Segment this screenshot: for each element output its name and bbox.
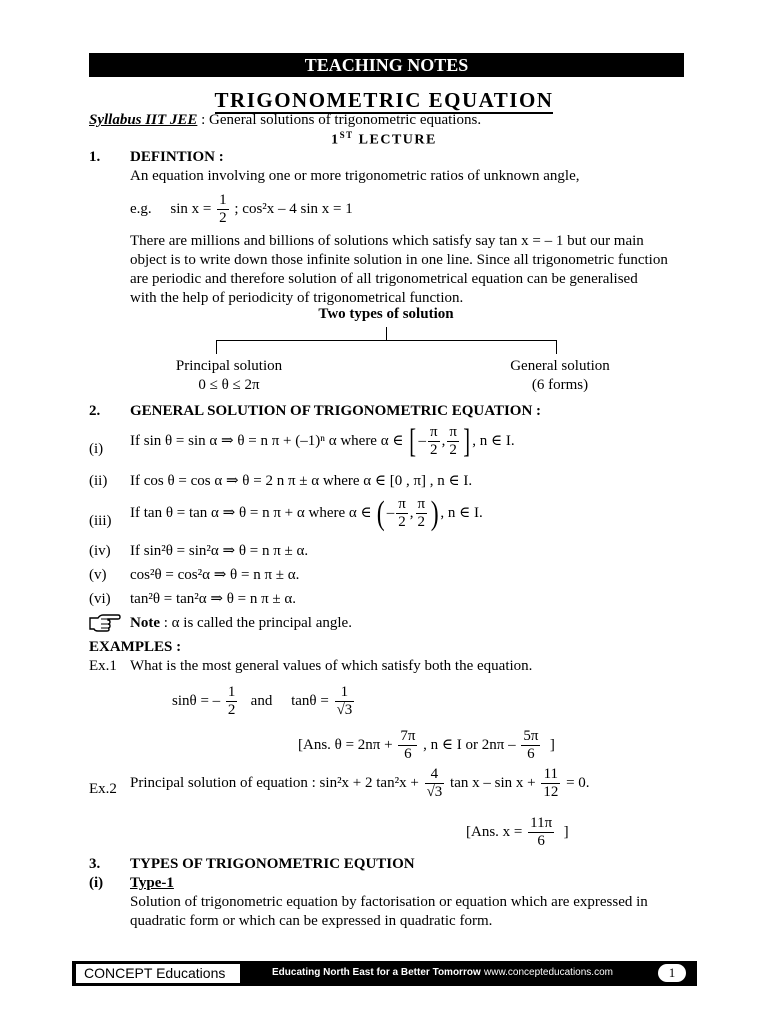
footer-tagline: Educating North East for a Better Tomorrow (272, 967, 481, 978)
page-number: 1 (658, 964, 686, 982)
section-3-heading: TYPES OF TRIGONOMETRIC EQUTION (130, 856, 415, 872)
section-2-number: 2. (89, 403, 101, 419)
definition-paragraph: There are millions and billions of solutions which satisfy say tan x = – 1 but our main object is to write down those infinite solution in one line. Since all trigonometric function are periodic and therefore solution of all trigonometrical equation can be generalised with the help of periodicity of trigonometrical function. (130, 233, 668, 306)
tree-connector-center (386, 327, 387, 340)
tree-title: Two types of solution (318, 306, 454, 322)
case-iii-formula: If tan θ = tan α ⇒ θ = n π + α where α ∈ ( – $\frac{\pi}{2}$ , $\frac{\pi}{2}$ ) , n ∈ I. (130, 494, 483, 532)
type-1-heading: Type-1 (130, 875, 174, 891)
case-iv-label: (iv) (89, 543, 111, 559)
example-equation: e.g. sin x = $\frac{1}{2}$ ; cos²x – 4 sin x = 1 (130, 192, 353, 226)
definition-intro: An equation involving one or more trigonometric ratios of unknown angle, (130, 168, 580, 184)
tree-connector-left (216, 340, 217, 354)
ex2-label: Ex.2 (89, 781, 117, 797)
section-1-heading: DEFINTION : (130, 149, 224, 165)
principal-solution: Principal solution 0 ≤ θ ≤ 2π (175, 358, 283, 393)
note-line: Note : α is called the principal angle. (130, 615, 352, 631)
ex2-question: Principal solution of equation : sin²x + 2 tan²x + $\frac{4}{√3}$ tan x – sin x + $\frac{11}{12}$ = 0. (130, 766, 590, 800)
ex1-label: Ex.1 (89, 658, 117, 674)
case-iii-label: (iii) (89, 513, 112, 529)
case-v-label: (v) (89, 567, 107, 583)
pointing-hand-icon (89, 612, 121, 632)
section-2-heading: GENERAL SOLUTION OF TRIGONOMETRIC EQUATION : (130, 403, 542, 419)
syllabus-line (89, 111, 481, 130)
type-1-paragraph: Solution of trigonometric equation by factorisation or equation which are expressed in quadratic form or which can be expressed in quadratic form. (130, 894, 648, 929)
case-v-formula: cos²θ = cos²α ⇒ θ = n π ± α. (130, 567, 300, 583)
fraction-one-half: $\frac{1}{2}$ (219, 192, 227, 226)
general-solution: General solution (6 forms) (510, 358, 610, 393)
ex1-question: What is the most general values of which satisfy both the equation. (130, 658, 533, 674)
section-1-number: 1. (89, 149, 101, 165)
syllabus-label: Syllabus IIT JEE (89, 112, 198, 128)
case-iv-formula: If sin²θ = sin²α ⇒ θ = n π ± α. (130, 543, 309, 559)
case-vi-formula: tan²θ = tan²α ⇒ θ = n π ± α. (130, 591, 297, 607)
lecture-heading: 1ST LECTURE (331, 130, 437, 148)
ex1-equations: sinθ = – $\frac{1}{2}$ and tanθ = $\frac{1}{√3}$ (172, 684, 353, 718)
case-ii-formula: If cos θ = cos α ⇒ θ = 2 n π ± α where α ∈ [0 , π] , n ∈ I. (130, 473, 473, 489)
ex2-answer: [Ans. x = $\frac{11\pi}{6}$ ] (466, 815, 569, 849)
footer-url: www.concepteducations.com (484, 967, 613, 978)
case-ii-label: (ii) (89, 473, 108, 489)
tree-connector-right (556, 340, 557, 354)
ex1-answer: [Ans. θ = 2nπ + $\frac{7\pi}{6}$ , n ∈ I or 2nπ – $\frac{5\pi}{6}$ ] (298, 728, 555, 762)
case-i-formula: If sin θ = sin α ⇒ θ = n π + (–1)ⁿ α where α ∈ [ – $\frac{\pi}{2}$ , $\frac{\pi}{2}$ ] , n ∈ I. (130, 422, 515, 460)
tree-connector-horizontal (216, 340, 556, 341)
syllabus-text: : General solutions of trigonometric equations. (197, 112, 482, 128)
examples-heading: EXAMPLES : (89, 639, 182, 655)
section-3-number: 3. (89, 856, 101, 872)
case-vi-label: (vi) (89, 591, 111, 607)
case-i-label: (i) (89, 441, 104, 457)
header-title-bar: TEACHING NOTES (89, 53, 684, 77)
footer-brand: CONCEPT Educations (76, 964, 240, 983)
document-title: TRIGONOMETRIC EQUATION (214, 88, 554, 112)
type-1-label: (i) (89, 875, 104, 891)
